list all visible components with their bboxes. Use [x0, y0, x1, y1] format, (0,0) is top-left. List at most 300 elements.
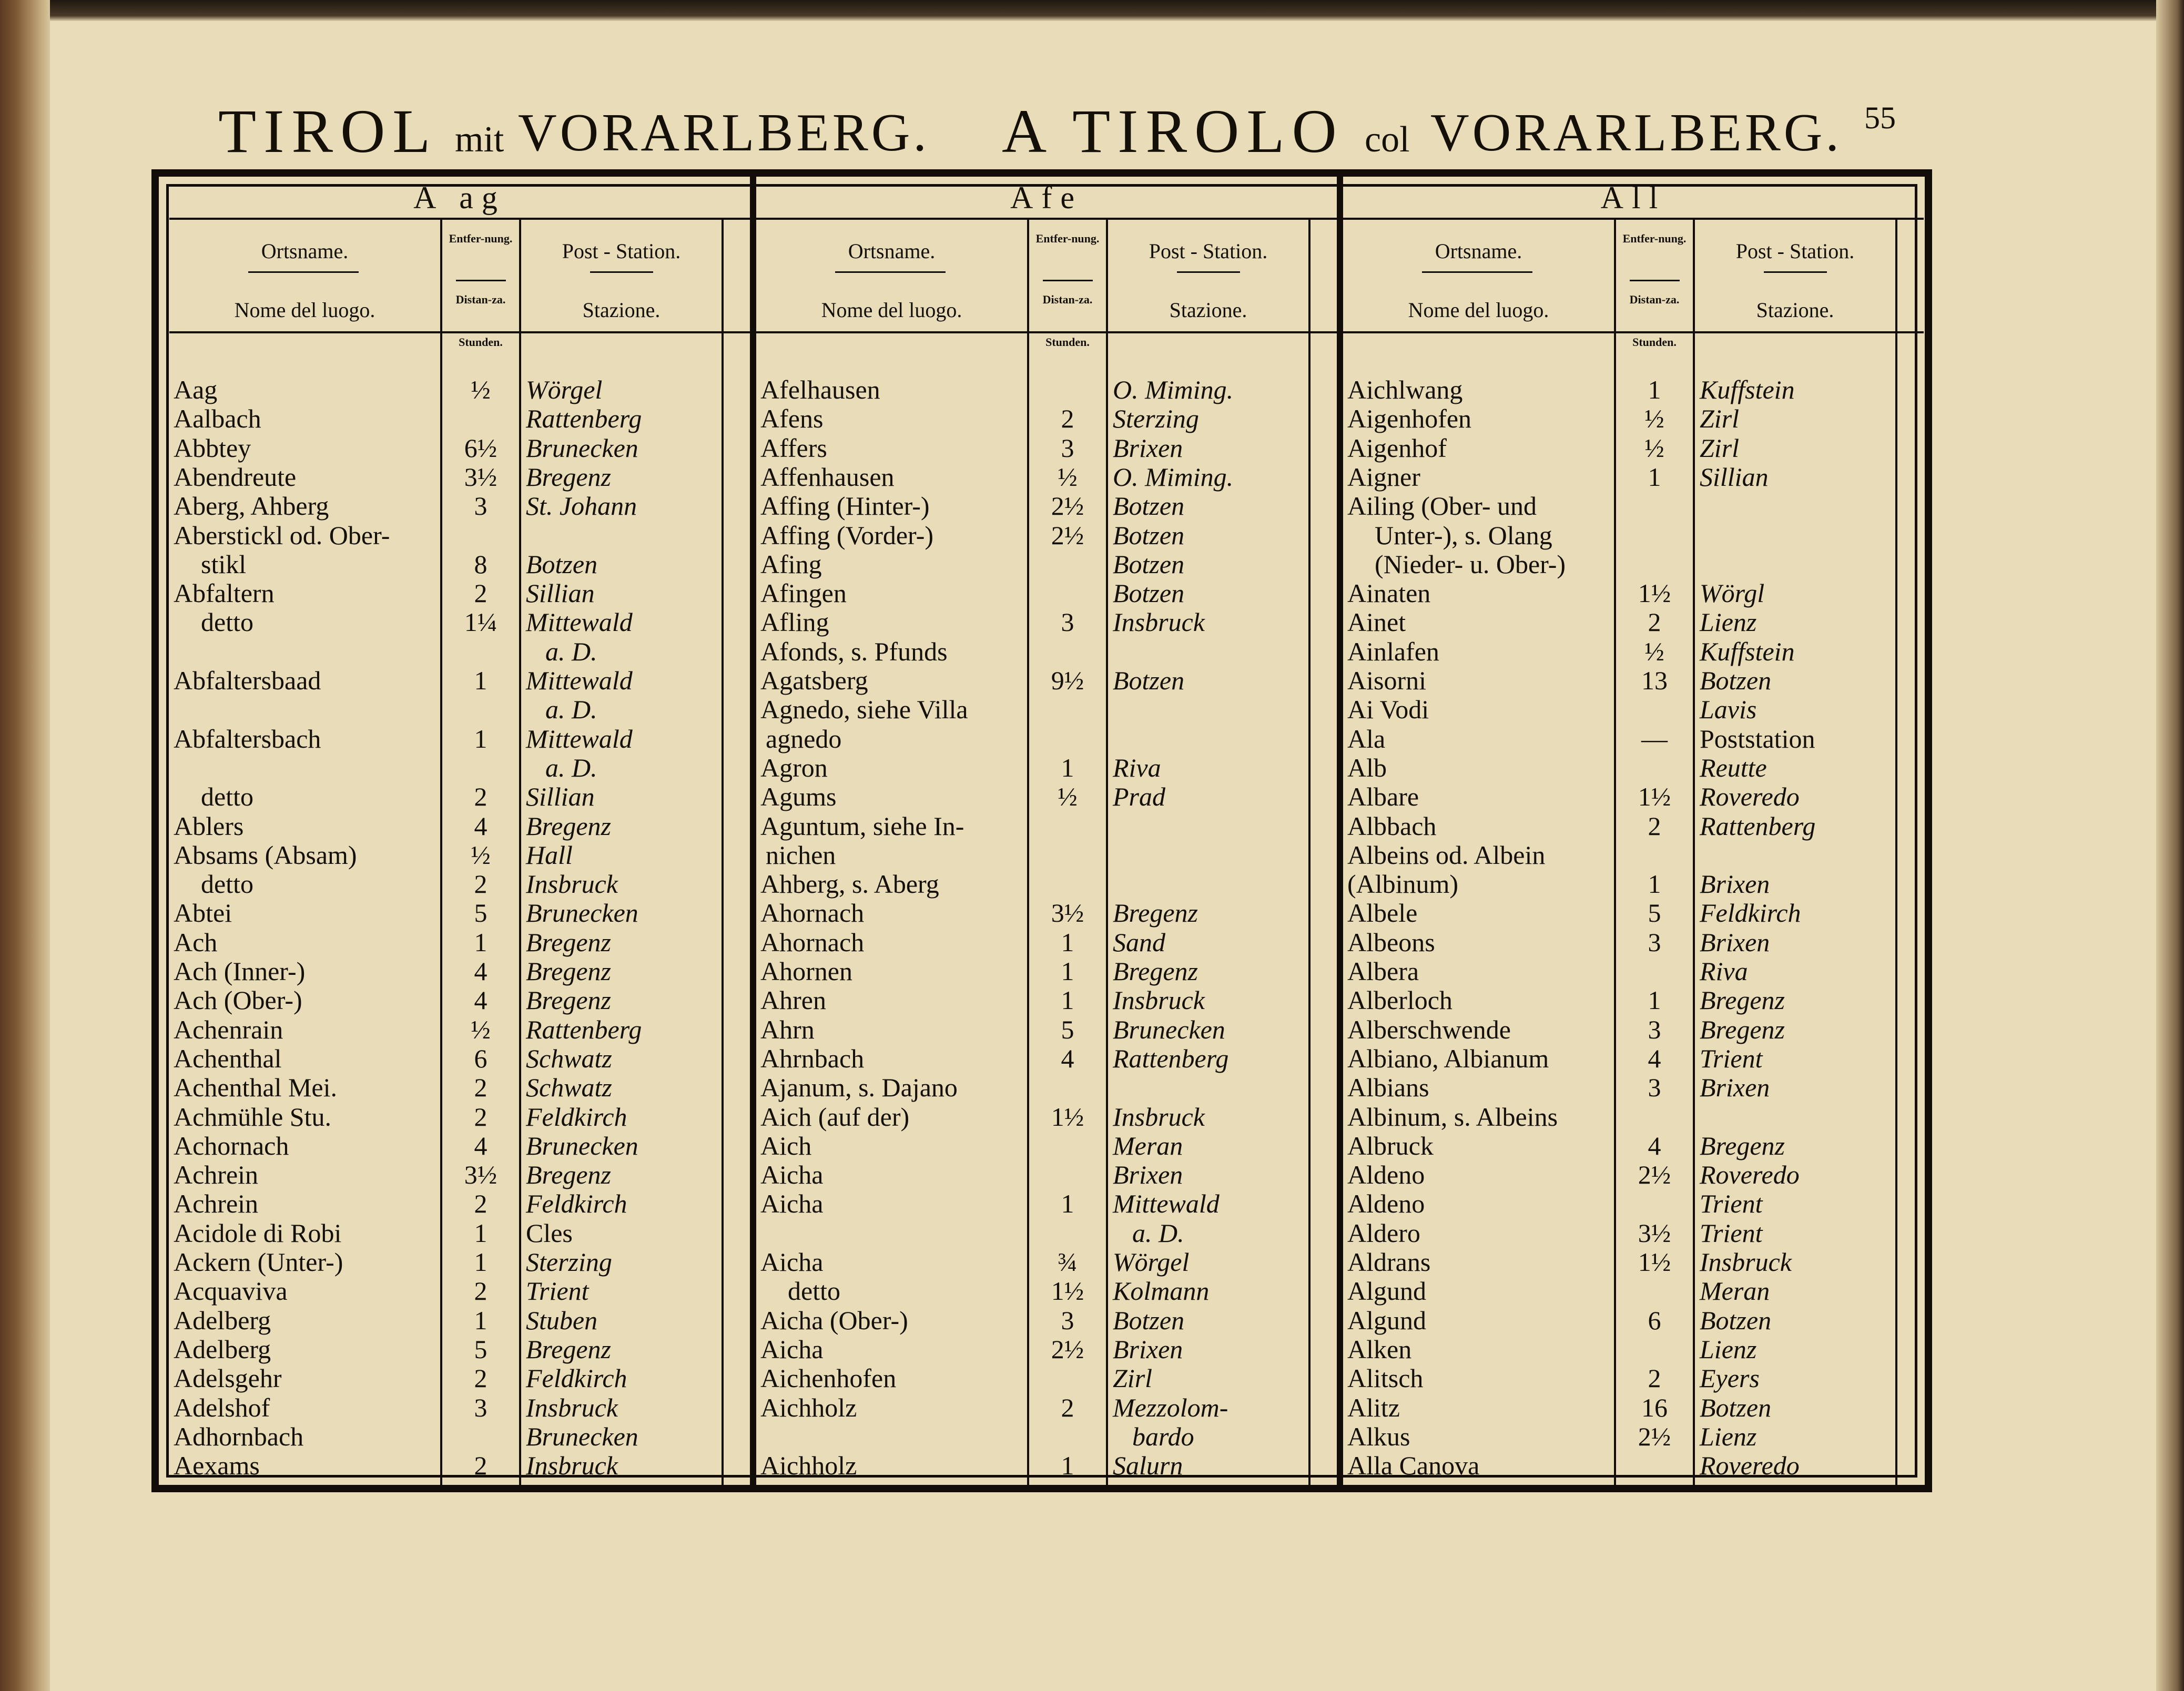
place-name: Alberschwende: [1347, 1014, 1511, 1044]
post-station: Sterzing: [1113, 404, 1199, 434]
table-row: [1343, 1073, 1924, 1102]
post-station: Feldkirch: [1700, 898, 1801, 928]
distance: ¾: [1058, 1247, 1078, 1277]
distance: 2: [1648, 607, 1661, 637]
post-station: Botzen: [1700, 1305, 1772, 1335]
place-name: Aldero: [1347, 1218, 1420, 1248]
column-header-nome: Nome del luogo.: [821, 298, 962, 322]
header-mit: mit: [455, 119, 504, 160]
table-row: [1343, 1015, 1924, 1044]
table-row: [169, 1103, 750, 1132]
table-row: [756, 782, 1337, 811]
place-name: Afelhausen: [760, 375, 880, 404]
table-row: [169, 666, 750, 695]
distance: 3: [1061, 607, 1074, 637]
place-name: Aichlwang: [1347, 375, 1463, 404]
post-station: Eyers: [1700, 1363, 1760, 1393]
place-name: Afing: [760, 549, 822, 579]
post-station: Wörgl: [1700, 578, 1765, 608]
table-row: [756, 725, 1337, 753]
column-header-distanza: Distan-za.: [455, 293, 506, 306]
table-row: [1343, 928, 1924, 957]
post-station: Bregenz: [526, 985, 611, 1015]
post-station: Mittewald: [526, 724, 633, 753]
post-station: Meran: [1113, 1130, 1183, 1160]
post-station: Insbruck: [526, 1451, 618, 1481]
table-row: [1343, 753, 1924, 782]
column-header-stazione: Stazione.: [1756, 298, 1834, 322]
distance: 1½: [1638, 1247, 1671, 1277]
column-header-distanza: Distan-za.: [1629, 293, 1680, 306]
distance: 1: [1648, 462, 1661, 492]
column-header-entfernung: Entfer-nung.: [1035, 232, 1100, 245]
place-name: nichen: [766, 840, 836, 870]
table-row: [756, 463, 1337, 492]
post-station: Trient: [526, 1276, 589, 1306]
distance: 3: [1061, 433, 1074, 463]
post-station: Brixen: [1113, 1334, 1183, 1364]
distance: 2: [1061, 1392, 1074, 1422]
place-name: Albera: [1347, 956, 1419, 986]
column-header-ortsname: Ortsname.: [1435, 239, 1522, 263]
place-name: Ach (Ober-): [174, 985, 302, 1015]
distance: 3½: [464, 1160, 497, 1190]
place-name: Acidole di Robi: [174, 1218, 342, 1248]
post-station: Botzen: [1113, 666, 1185, 695]
distance: 4: [1648, 1043, 1661, 1073]
place-name: Adelsgehr: [174, 1363, 282, 1393]
distance: 1½: [1051, 1102, 1084, 1132]
distance: 13: [1641, 666, 1668, 695]
place-name: Albele: [1347, 898, 1418, 928]
distance: 5: [474, 898, 487, 928]
column-header-post: Post - Station.: [1735, 239, 1855, 263]
table-row: [1343, 695, 1924, 724]
table-row: [1343, 1132, 1924, 1160]
column-header-ortsname: Ortsname.: [261, 239, 349, 263]
table-row: [169, 1248, 750, 1277]
post-station: Bregenz: [526, 462, 611, 492]
table-row: [1343, 550, 1924, 579]
table-row: [1343, 1248, 1924, 1277]
table-row: [1343, 899, 1924, 928]
header-short-rule: [1177, 271, 1240, 273]
table-row: [1343, 812, 1924, 841]
distance: 2½: [1051, 1334, 1084, 1364]
place-name: Adhornbach: [174, 1421, 304, 1451]
table-row: [169, 608, 750, 637]
distance: 16: [1641, 1392, 1668, 1422]
column-header-stazione: Stazione.: [1169, 298, 1247, 322]
table-row: [169, 899, 750, 928]
column-header-entfernung: Entfer-nung.: [449, 232, 513, 245]
place-name: Abendreute: [174, 462, 297, 492]
header-bottom-rule: [1343, 331, 1924, 333]
post-station: Brunecken: [526, 433, 638, 463]
place-name: Albians: [1347, 1073, 1429, 1103]
table-row: [756, 986, 1337, 1015]
post-station: Insbruck: [1700, 1247, 1792, 1277]
place-name: Albeons: [1347, 927, 1435, 957]
post-station: Botzen: [1113, 520, 1185, 550]
header-rule: [1343, 218, 1924, 220]
post-station: Mittewald: [1113, 1189, 1220, 1219]
table-row: [169, 1015, 750, 1044]
place-name: Adelshof: [174, 1392, 270, 1422]
distance: 3: [474, 1392, 487, 1422]
place-name: Abfaltern: [174, 578, 275, 608]
distance: 2: [474, 1276, 487, 1306]
place-name: Aicha (Ober-): [760, 1305, 908, 1335]
post-station: Roveredo: [1700, 782, 1800, 812]
table-row: [1343, 521, 1924, 550]
place-name: Aalbach: [174, 404, 261, 434]
place-name: Aguntum, siehe In-: [760, 811, 964, 841]
table-row: [756, 404, 1337, 433]
place-name: Ach (Inner-): [174, 956, 306, 986]
table-row: [756, 521, 1337, 550]
table-row: [1343, 1189, 1924, 1218]
post-station: Salurn: [1113, 1451, 1183, 1481]
table-row: [756, 1277, 1337, 1306]
post-station: Schwatz: [526, 1043, 612, 1073]
post-station: Bregenz: [1700, 985, 1785, 1015]
table-row: [1343, 375, 1924, 404]
post-station: O. Miming.: [1113, 375, 1234, 404]
place-name: Aich (auf der): [760, 1102, 910, 1132]
post-station: Trient: [1700, 1043, 1763, 1073]
distance: 5: [474, 1334, 487, 1364]
table-row: [169, 1393, 750, 1422]
table-row: [169, 434, 750, 463]
post-station: Lienz: [1700, 1334, 1757, 1364]
table-row: [169, 812, 750, 841]
header-vorarlberg-it: VORARLBERG.: [1430, 103, 1842, 162]
header-short-rule: [248, 271, 359, 273]
column-header-ortsname: Ortsname.: [848, 239, 936, 263]
distance: ½: [471, 1014, 491, 1044]
table-row: [1343, 1044, 1924, 1073]
place-name: Abtei: [174, 898, 232, 928]
table-row: [756, 870, 1337, 899]
distance: 2: [474, 1189, 487, 1219]
table-row: [1343, 1277, 1924, 1306]
distance: 1: [474, 666, 487, 695]
place-name: Agnedo, siehe Villa: [760, 695, 968, 725]
table-row: [1343, 986, 1924, 1015]
place-name: Albeins od. Albein: [1347, 840, 1546, 870]
place-name: Affing (Hinter-): [760, 491, 930, 521]
place-name: Ahornach: [760, 927, 865, 957]
table-section-1: [169, 177, 750, 1485]
table-row: [169, 1044, 750, 1073]
distance: 4: [1061, 1043, 1074, 1073]
table-row: [756, 1335, 1337, 1364]
post-station: Rattenberg: [526, 1014, 642, 1044]
distance: 1: [474, 1218, 487, 1248]
post-station: Brixen: [1700, 927, 1770, 957]
place-name: Aicha: [760, 1160, 824, 1190]
post-station: Bregenz: [526, 927, 611, 957]
header-col: col: [1365, 119, 1410, 160]
place-name: Aicha: [760, 1247, 824, 1277]
post-station: Zirl: [1700, 404, 1740, 434]
place-name: (Nieder- u. Ober-): [1375, 549, 1566, 579]
distance: 1: [1061, 927, 1074, 957]
post-station: Lavis: [1700, 695, 1757, 725]
place-name: detto: [201, 869, 253, 899]
place-name: Abfaltersbach: [174, 724, 321, 753]
table-row: [756, 695, 1337, 724]
table-row: [169, 1335, 750, 1364]
table-row: [756, 1189, 1337, 1218]
table-row: [169, 1073, 750, 1102]
place-name: Aexams: [174, 1451, 260, 1481]
post-station: Brixen: [1700, 869, 1770, 899]
table-row: [169, 928, 750, 957]
column-header-distanza: Distan-za.: [1042, 293, 1093, 306]
table-row: [169, 521, 750, 550]
distance: 5: [1061, 1014, 1074, 1044]
post-station: Rattenberg: [1113, 1043, 1229, 1073]
place-name: Alberloch: [1347, 985, 1452, 1015]
page-right-edge: [2156, 0, 2184, 1691]
table-row: [169, 1219, 750, 1248]
table-row: [756, 812, 1337, 841]
distance: 4: [1648, 1130, 1661, 1160]
post-station: Riva: [1700, 956, 1748, 986]
section-divider: [750, 177, 756, 1485]
post-station: Meran: [1700, 1276, 1770, 1306]
table-row: [1343, 1160, 1924, 1189]
stunden-label: Stunden.: [459, 335, 503, 349]
post-station: Insbruck: [1113, 1102, 1205, 1132]
post-station: Kuffstein: [1700, 375, 1795, 404]
place-name: Achrein: [174, 1160, 259, 1190]
post-station: Brunecken: [1113, 1014, 1225, 1044]
table-row: [1343, 1364, 1924, 1393]
distance: 3: [1648, 927, 1661, 957]
table-row: [169, 753, 750, 782]
place-name: Alitsch: [1347, 1363, 1424, 1393]
table-row: [169, 550, 750, 579]
page-top-edge: [0, 0, 2184, 21]
distance: 2: [1061, 404, 1074, 434]
table-row: [1343, 1103, 1924, 1132]
place-name: Aich: [760, 1130, 812, 1160]
place-name: Albare: [1347, 782, 1419, 812]
distance: 2: [474, 1451, 487, 1481]
table-row: [169, 986, 750, 1015]
table-row: [756, 1306, 1337, 1335]
post-station: Bregenz: [1700, 1014, 1785, 1044]
header-tirol: TIROL: [218, 97, 438, 166]
table-row: [169, 1422, 750, 1451]
section-divider: [1337, 177, 1343, 1485]
table-row: [169, 870, 750, 899]
distance: 3: [1648, 1073, 1661, 1103]
table-row: [756, 928, 1337, 957]
distance: 4: [474, 956, 487, 986]
place-name: Aigner: [1347, 462, 1420, 492]
table-row: [1343, 492, 1924, 521]
table-row: [1343, 637, 1924, 666]
distance: 3: [474, 491, 487, 521]
column-header-nome: Nome del luogo.: [234, 298, 375, 322]
place-name: agnedo: [766, 724, 842, 753]
post-station: Feldkirch: [526, 1189, 627, 1219]
post-station: Prad: [1113, 782, 1165, 812]
table-row: [1343, 870, 1924, 899]
distance: 2½: [1051, 520, 1084, 550]
table-row: [756, 550, 1337, 579]
place-name: Ainet: [1347, 607, 1406, 637]
table-row: [756, 1160, 1337, 1189]
distance: 2: [1648, 1363, 1661, 1393]
table-row: [756, 579, 1337, 608]
place-name: Aldeno: [1347, 1160, 1425, 1190]
distance: 1: [1648, 375, 1661, 404]
post-station: Brunecken: [526, 898, 638, 928]
table-row: [1343, 666, 1924, 695]
place-name: Ahornach: [760, 898, 865, 928]
header-short-rule: [835, 271, 946, 273]
column-header-post: Post - Station.: [562, 239, 681, 263]
distance: 9½: [1051, 666, 1084, 695]
distance: 2: [1648, 811, 1661, 841]
distance: 2½: [1638, 1160, 1671, 1190]
distance: 1: [474, 1305, 487, 1335]
post-station: Roveredo: [1700, 1451, 1800, 1481]
distance: 8: [474, 549, 487, 579]
header-short-rule: [1630, 280, 1680, 281]
place-name: Ahrnbach: [760, 1043, 865, 1073]
table-frame: [151, 169, 1932, 1492]
post-station: a. D.: [545, 636, 597, 666]
post-station: Reutte: [1700, 752, 1767, 782]
table-row: [1343, 782, 1924, 811]
place-name: Abbtey: [174, 433, 251, 463]
table-row: [169, 695, 750, 724]
table-row: [169, 841, 750, 870]
table-row: [756, 1073, 1337, 1102]
distance: 2½: [1638, 1421, 1671, 1451]
post-station: Bregenz: [526, 1334, 611, 1364]
table-row: [1343, 1335, 1924, 1364]
place-name: Agron: [760, 752, 828, 782]
place-name: Achmühle Stu.: [174, 1102, 331, 1132]
post-station: Botzen: [1700, 1392, 1772, 1422]
place-name: detto: [201, 782, 253, 812]
post-station: Sillian: [526, 578, 595, 608]
table-row: [169, 375, 750, 404]
post-station: Sillian: [526, 782, 595, 812]
place-name: Affers: [760, 433, 827, 463]
distance: 4: [474, 1130, 487, 1160]
post-station: Botzen: [1113, 1305, 1185, 1335]
place-name: Aldeno: [1347, 1189, 1425, 1219]
table-row: [756, 637, 1337, 666]
post-station: Stuben: [526, 1305, 598, 1335]
place-name: Aichholz: [760, 1392, 857, 1422]
table-row: [1343, 725, 1924, 753]
post-station: a. D.: [1132, 1218, 1184, 1248]
post-station: Botzen: [1113, 491, 1185, 521]
distance: ½: [1058, 782, 1078, 812]
place-name: Aichenhofen: [760, 1363, 897, 1393]
post-station: Hall: [526, 840, 573, 870]
distance: 1½: [1638, 782, 1671, 812]
table-row: [756, 1103, 1337, 1132]
post-station: Feldkirch: [526, 1363, 627, 1393]
table-row: [1343, 957, 1924, 986]
table-row: [756, 434, 1337, 463]
column-header-stazione: Stazione.: [582, 298, 661, 322]
place-name: Ahberg, s. Aberg: [760, 869, 939, 899]
place-name: Aigenhofen: [1347, 404, 1472, 434]
header-short-rule: [1764, 271, 1827, 273]
post-station: Kolmann: [1113, 1276, 1210, 1306]
post-station: Trient: [1700, 1218, 1763, 1248]
table-row: [756, 1219, 1337, 1248]
post-station: Trient: [1700, 1189, 1763, 1219]
place-name: Adelberg: [174, 1334, 271, 1364]
distance: ½: [1644, 433, 1664, 463]
table-section-3: [1343, 177, 1924, 1485]
place-name: Alitz: [1347, 1392, 1400, 1422]
distance: 1: [1061, 752, 1074, 782]
post-station: Bregenz: [526, 811, 611, 841]
table-row: [756, 1451, 1337, 1480]
post-station: Cles: [526, 1218, 573, 1248]
distance: 3: [1061, 1305, 1074, 1335]
post-station: a. D.: [545, 752, 597, 782]
place-name: Afonds, s. Pfunds: [760, 636, 948, 666]
distance: 2: [474, 782, 487, 812]
distance: 1: [474, 1247, 487, 1277]
table-row: [756, 1044, 1337, 1073]
column-header-post: Post - Station.: [1149, 239, 1268, 263]
distance: —: [1641, 724, 1668, 753]
post-station: Bregenz: [1700, 1130, 1785, 1160]
post-station: Brixen: [1700, 1073, 1770, 1103]
distance: 1: [1061, 1189, 1074, 1219]
place-name: Afling: [760, 607, 829, 637]
place-name: Ahornen: [760, 956, 852, 986]
post-station: Botzen: [1113, 578, 1185, 608]
place-name: Aigenhof: [1347, 433, 1447, 463]
distance: 2: [474, 1363, 487, 1393]
post-station: Brunecken: [526, 1130, 638, 1160]
post-station: bardo: [1132, 1421, 1194, 1451]
place-name: Ai Vodi: [1347, 695, 1429, 725]
table-row: [169, 637, 750, 666]
distance: 1: [1061, 985, 1074, 1015]
place-name: Acquaviva: [174, 1276, 288, 1306]
header-short-rule: [1422, 271, 1532, 273]
post-station: Riva: [1113, 752, 1161, 782]
post-station: Mittewald: [526, 607, 633, 637]
table-row: [169, 1189, 750, 1218]
distance: 1½: [1638, 578, 1671, 608]
post-station: Brunecken: [526, 1421, 638, 1451]
table-row: [169, 1277, 750, 1306]
table-row: [756, 841, 1337, 870]
post-station: a. D.: [545, 695, 597, 725]
post-station: Botzen: [1113, 549, 1185, 579]
place-name: Ailing (Ober- und: [1347, 491, 1537, 521]
distance: 6: [1648, 1305, 1661, 1335]
